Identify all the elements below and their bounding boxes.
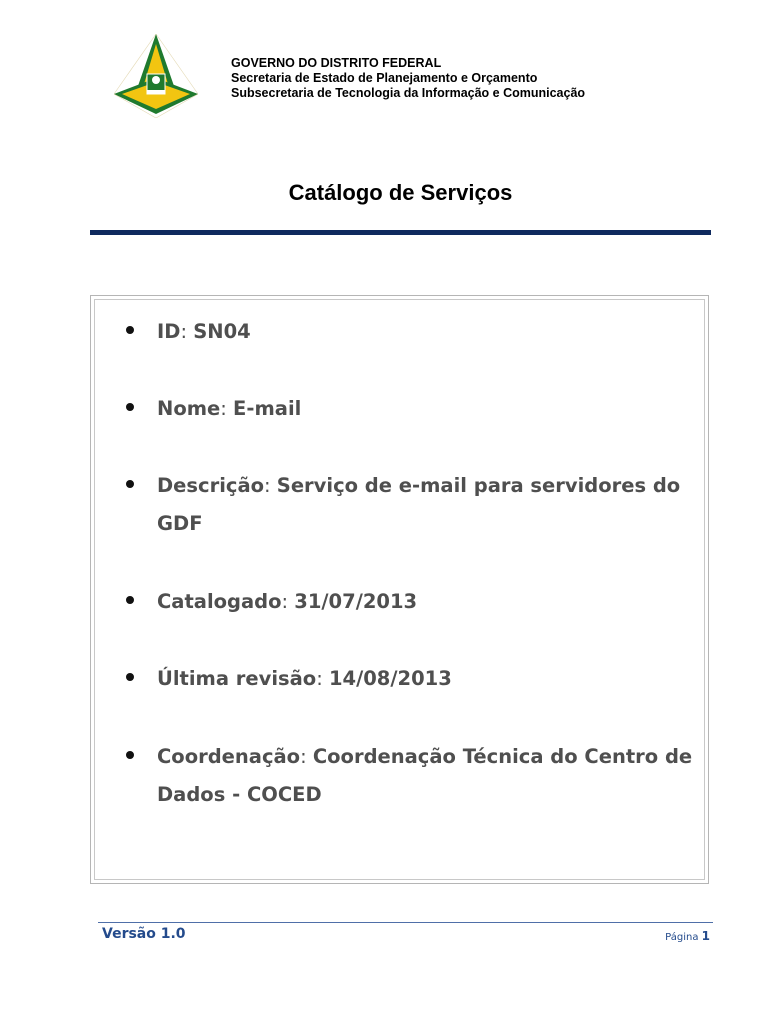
item-label: Descrição <box>157 474 264 497</box>
footer-version: Versão 1.0 <box>102 926 186 942</box>
header-line-secretariat: Secretaria de Estado de Planejamento e Orçamento <box>231 71 538 85</box>
list-item-catalogado <box>157 583 702 621</box>
bullet-icon <box>126 403 134 411</box>
item-value: 31/07/2013 <box>294 590 418 613</box>
list-item-coordenacao <box>157 738 702 814</box>
item-label: Catalogado <box>157 590 282 613</box>
item-label: Última revisão <box>157 667 317 690</box>
bullet-icon <box>126 751 134 759</box>
page-number: 1 <box>701 929 710 943</box>
header-line-government: GOVERNO DO DISTRITO FEDERAL <box>231 56 442 70</box>
page-label: Página <box>665 932 699 943</box>
label-separator: : <box>220 397 234 420</box>
footer-rule <box>98 922 713 923</box>
list-item-descricao <box>157 467 702 543</box>
gdf-coat-of-arms-icon <box>114 34 198 118</box>
item-value: Serviço de e-mail para servidores do GDF <box>157 474 681 535</box>
item-label: ID <box>157 320 181 343</box>
item-value: Coordenação Técnica do Centro de Dados - COCED <box>157 745 693 806</box>
label-separator: : <box>300 745 313 768</box>
header-line-subsecretariat: Subsecretaria de Tecnologia da Informação e Comunicação <box>231 86 586 100</box>
document-title: Catálogo de Serviços <box>288 180 513 205</box>
title-rule <box>90 230 711 235</box>
item-value: 14/08/2013 <box>328 667 452 690</box>
label-separator: : <box>264 474 277 497</box>
organization-header <box>231 56 585 101</box>
bullet-icon <box>126 326 134 334</box>
bullet-icon <box>126 596 134 604</box>
label-separator: : <box>316 667 329 690</box>
item-value: E-mail <box>233 397 302 420</box>
footer-page-number <box>665 929 710 943</box>
item-label: Coordenação <box>157 745 301 768</box>
list-item-nome <box>157 390 702 428</box>
list-item-id <box>157 313 702 351</box>
bullet-icon <box>126 673 134 681</box>
list-item-ultima-revisao <box>157 660 702 698</box>
label-separator: : <box>281 590 295 613</box>
item-label: Nome <box>157 397 221 420</box>
item-value: SN04 <box>193 320 251 343</box>
bullet-icon <box>126 480 134 488</box>
label-separator: : <box>180 320 194 343</box>
